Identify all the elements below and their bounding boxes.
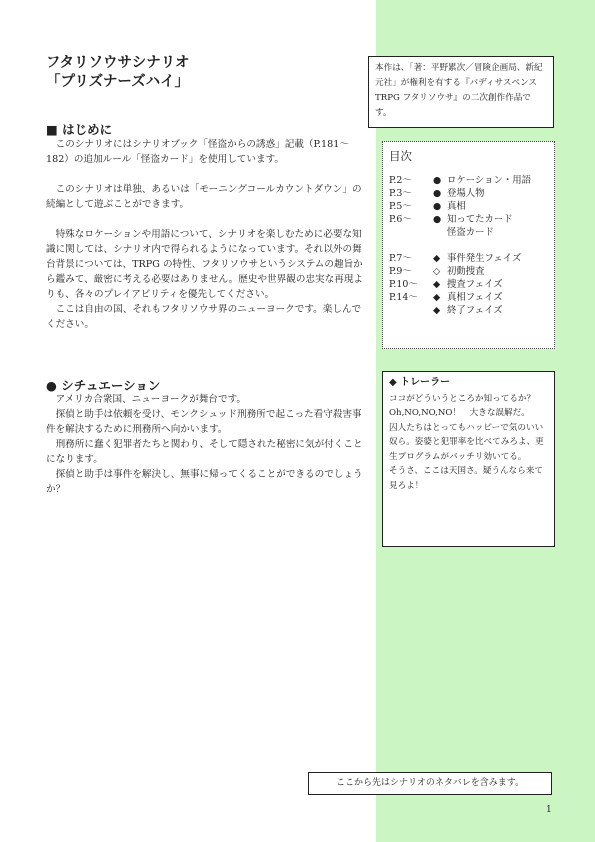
- toc-page: P.6～: [389, 214, 412, 225]
- intro-paragraph: 特殊なロケーションや用語について、シナリオを楽しむために必要な知識に関しては、シナリオ内で得られるようになっています。それ以外の舞台背景については、TRPG の特性、フタリソウサというシステムの趣旨から鑑みて、厳密に考える必要はありません。歴史や世界観の忠実な再現よりも、各々のプレイアビリティを優先してください。: [46, 229, 363, 300]
- toc-row: [389, 304, 548, 317]
- situation-paragraph: 探偵と助手は事件を解決し、無事に帰ってくることができるのでしょうか？: [46, 469, 363, 495]
- toc-bullet: ●: [433, 201, 442, 212]
- toc-label: ロケーション・用語: [447, 175, 532, 186]
- table-of-contents: [382, 141, 555, 349]
- paragraph-gap: [46, 167, 364, 182]
- toc-row: [389, 252, 548, 265]
- toc-page: P.7～: [389, 253, 412, 264]
- toc-label: 怪盗カード: [447, 227, 494, 238]
- toc-label: 捜査フェイズ: [447, 279, 503, 290]
- toc-page: [389, 226, 433, 239]
- toc-bullet: ◆: [433, 292, 441, 303]
- toc-bullet: ◆: [433, 253, 441, 264]
- situation-paragraph: 刑務所に蠢く犯罪者たちと関わり、そして隠された秘密に気が付くことになります。: [46, 439, 363, 465]
- paragraph-gap: [46, 212, 364, 227]
- toc-page: P.3～: [389, 188, 412, 199]
- toc-label: 真相フェイズ: [447, 292, 503, 303]
- intro-paragraph: このシナリオは単独、あるいは「モーニングコールカウントダウン」の続編として遊ぶことができます。: [46, 184, 362, 210]
- toc-label: 初動捜査: [447, 266, 485, 277]
- toc-label: 終了フェイズ: [447, 305, 503, 316]
- situation-paragraph: 探偵と助手は依頼を受け、モンクシュッド刑務所で起こった看守殺害事件を解決するために刑務所へ向かいます。: [46, 409, 362, 435]
- toc-bullet: ◆: [433, 279, 441, 290]
- toc-row: [389, 291, 548, 304]
- toc-group-2: [389, 252, 548, 317]
- trailer-paragraph: ココがどういうところか知ってるか？: [389, 393, 536, 404]
- intro-heading: ■ はじめに: [46, 122, 113, 137]
- toc-bullet: [433, 226, 447, 239]
- intro-paragraph: このシナリオにはシナリオブック「怪盗からの誘惑」記載（P.181～182）の追加ルール「怪盗カード」を使用しています。: [46, 139, 349, 165]
- toc-row: [389, 278, 548, 291]
- toc-bullet: ◆: [433, 305, 441, 316]
- trailer-paragraph: そうさ、ここは天国さ。疑うんなら来て見ろよ！: [389, 466, 544, 491]
- toc-page: [389, 304, 433, 317]
- toc-row: [389, 226, 548, 239]
- toc-row: [389, 200, 548, 213]
- toc-page: P.9～: [389, 266, 412, 277]
- trailer-heading: ◆ トレーラー: [389, 377, 451, 388]
- intro-paragraph: ここは自由の国、それもフタリソウサ界のニューヨークです。楽しんでください。: [46, 304, 362, 330]
- situation-paragraph: アメリカ合衆国、ニューヨークが舞台です。: [46, 394, 247, 405]
- toc-page: P.5～: [389, 201, 412, 212]
- toc-label: 登場人物: [447, 188, 485, 199]
- toc-group-1: [389, 174, 548, 239]
- toc-title: 目次: [389, 149, 412, 163]
- title-line-1: フタリソウサシナリオ: [46, 54, 190, 71]
- toc-row: [389, 174, 548, 187]
- toc-row: [389, 187, 548, 200]
- toc-label: 知ってたカード: [447, 214, 513, 225]
- toc-label: 事件発生フェイズ: [447, 253, 522, 264]
- toc-label: 真相: [447, 201, 466, 212]
- trailer-paragraph: Oh,NO,NO,NO！ 大きな誤解だ。: [389, 408, 530, 418]
- situation-heading: ● シチュエーション: [46, 378, 161, 393]
- trailer-box: [382, 371, 555, 547]
- toc-gap: [389, 239, 548, 252]
- trailer-paragraph: 囚人たちはとってもハッピーで気のいい奴ら。姿婆と犯罪率を比べてみろよ、更生プログラムがバッチリ効いてる。: [389, 422, 544, 462]
- toc-row: [389, 265, 548, 278]
- copyright-notice: 本作は、「著：平野累次／冒険企画局、新紀元社」が権利を有する『バディサスペンス TRPG フタリソウサ』の二次創作作品です。: [368, 56, 554, 128]
- toc-row: [389, 213, 548, 226]
- title-line-2: 「プリズナーズハイ」: [46, 73, 190, 90]
- page-number: 1: [546, 805, 552, 815]
- toc-page: P.2～: [389, 175, 412, 186]
- scenario-title: [46, 53, 190, 91]
- spoiler-notice: ここから先はシナリオのネタバレを含みます。: [308, 772, 552, 795]
- toc-page: P.10～: [389, 279, 418, 290]
- toc-page: P.14～: [389, 292, 418, 303]
- situation-body: [46, 392, 364, 497]
- toc-bullet: ●: [433, 188, 442, 199]
- toc-bullet: ●: [433, 214, 442, 225]
- intro-body: [46, 137, 364, 332]
- toc-bullet: ◇: [433, 266, 441, 277]
- toc-bullet: ●: [433, 175, 442, 186]
